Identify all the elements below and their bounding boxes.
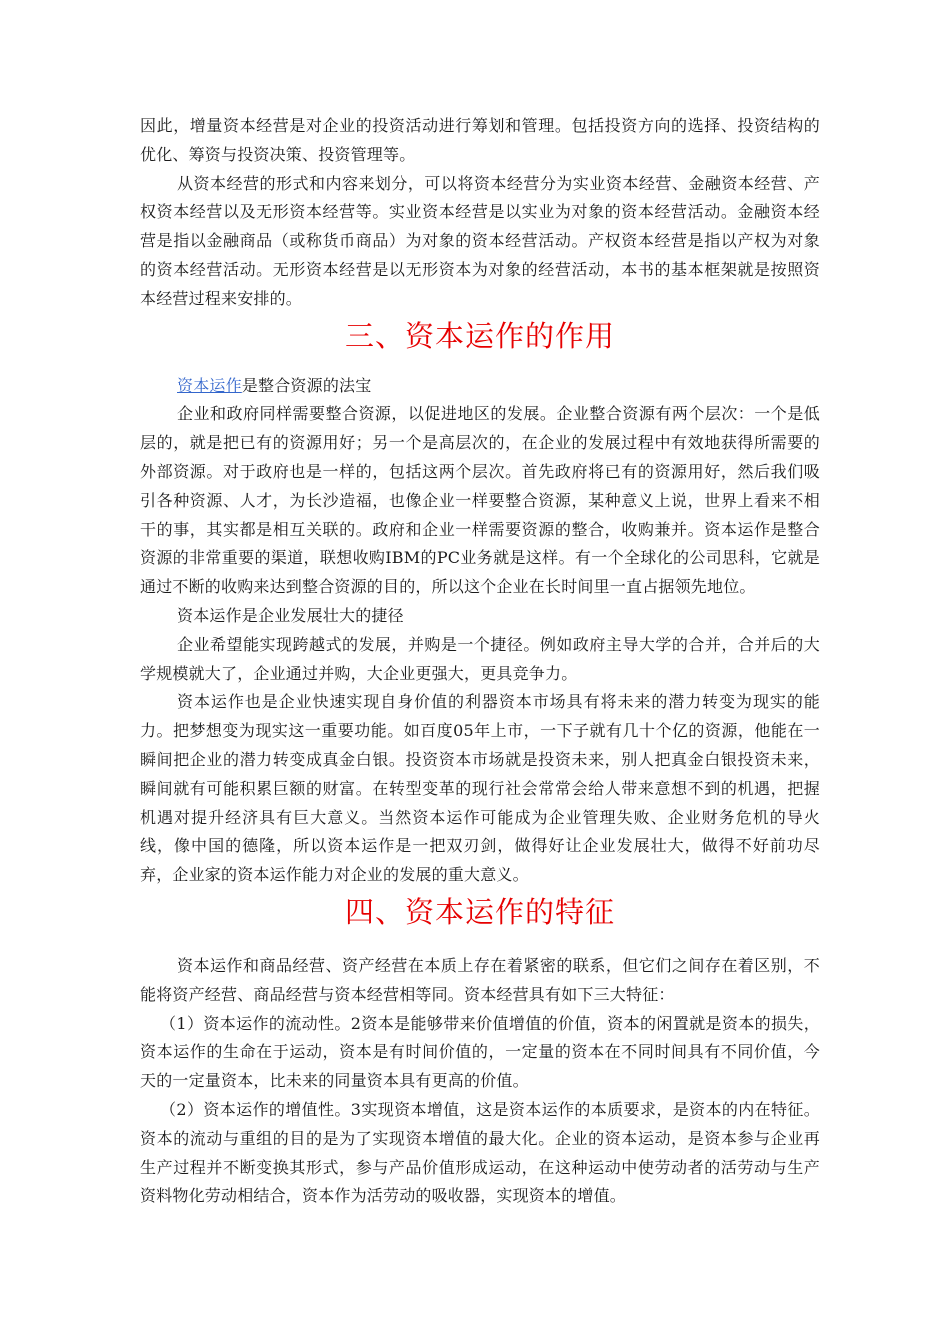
section4-paragraph-1: 资本运作和商品经营、资产经营在本质上存在着紧密的联系，但它们之间存在着区别，不能将资产经营、商品经营与资本经营相等同。资本经营具有如下三大特征： (140, 955, 820, 1004)
intro-paragraph-2: 从资本经营的形式和内容来划分，可以将资本经营分为实业资本经营、金融资本经营、产权资本经营以及无形资本经营等。实业资本经营是以实业为对象的资本经营活动。金融资本经营是指以金融商品（或称货币商品）为对象的资本经营活动。产权资本经营是指以产权为对象的资本经营活动。无形资本经营是以无形资本为对象的经营活动，本书的基本框架就是按照资本经营过程来安排的。 (140, 173, 820, 308)
section3-paragraph-3: 资本运作也是企业快速实现自身价值的利器资本市场具有将未来的潜力转变为现实的能力。把梦想变为现实这一重要功能。如百度05年上市，一下子就有几十个亿的资源，他能在一瞬间把企业的潜力转变成真金白银。投资资本市场就是投资未来，别人把真金白银投资未来，瞬间就有可能积累巨额的财富。在转型变革的现行社会常常会给人带来意想不到的机遇，把握机遇对提升经济具有巨大意义。当然资本运作可能成为企业管理失败、企业财务危机的导火线，像中国的德隆，所以资本运作是一把双刃剑，做得好让企业发展壮大，做得不好前功尽弃，企业家的资本运作能力对企业的发展的重大意义。 (140, 692, 820, 885)
section3-paragraph-2: 企业希望能实现跨越式的发展，并购是一个捷径。例如政府主导大学的合并，合并后的大学规模就大了，企业通过并购，大企业更强大，更具竞争力。 (140, 634, 820, 683)
subheading-rest: 是整合资源的法宝 (241, 375, 372, 395)
subheading-shortcut: 资本运作是企业发展壮大的捷径 (177, 605, 404, 625)
section3-paragraph-1: 企业和政府同样需要整合资源，以促进地区的发展。企业整合资源有两个层次：一个是低层的，就是把已有的资源用好；另一个是高层次的，在企业的发展过程中有效地获得所需要的外部资源。对于政府也是一样的，包括这两个层次。首先政府将已有的资源用好，然后我们吸引各种资源、人才，为长沙造福，也像企业一样要整合资源，某种意义上说，世界上看来不相干的事，其实都是相互关联的。政府和企业一样需要资源的整合，收购兼并。资本运作是整合资源的非常重要的渠道，联想收购IBM的PC业务就是这样。有一个全球化的公司思科，它就是通过不断的收购来达到整合资源的目的，所以这个企业在长时间里一直占据领先地位。 (140, 404, 820, 597)
document-page (140, 112, 820, 1211)
subheading-integrate-resources (140, 372, 820, 401)
intro-paragraph-1: 因此，增量资本经营是对企业的投资活动进行筹划和管理。包括投资方向的选择、投资结构的优化、筹资与投资决策、投资管理等。 (140, 116, 820, 164)
section-heading-3: 三、资本运作的作用 (344, 318, 615, 353)
section-heading-4: 四、资本运作的特征 (344, 894, 615, 929)
capital-operation-link[interactable]: 资本运作 (177, 375, 242, 395)
section4-item-1: （1）资本运作的流动性。2资本是能够带来价值增值的价值，资本的闲置就是资本的损失，资本运作的生命在于运动，资本是有时间价值的，一定量的资本在不同时间具有不同价值，今天的一定量资本，比未来的同量资本具有更高的价值。 (140, 1013, 820, 1091)
section4-item-2: （2）资本运作的增值性。3实现资本增值，这是资本运作的本质要求，是资本的内在特征。资本的流动与重组的目的是为了实现资本增值的最大化。企业的资本运动，是资本参与企业再生产过程并不断变换其形式，参与产品价值形成运动，在这种运动中使劳动者的活劳动与生产资料物化劳动相结合，资本作为活劳动的吸收器，实现资本的增值。 (140, 1099, 820, 1206)
